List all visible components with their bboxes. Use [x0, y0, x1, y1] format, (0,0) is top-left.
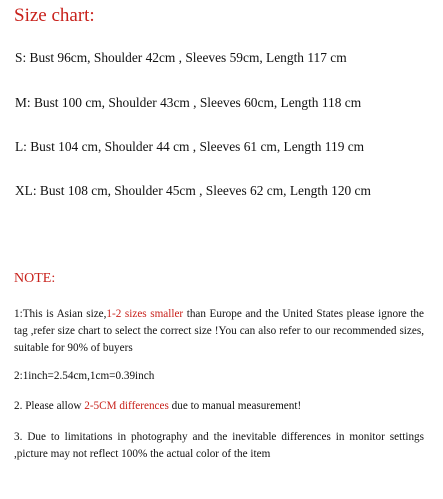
size-chart-title: Size chart:	[14, 5, 95, 26]
note-differences-pre: 2. Please allow	[14, 400, 85, 412]
note-differences-post: due to manual measurement!	[168, 400, 302, 412]
note-asian-size-pre: 1:This is Asian size,	[14, 308, 107, 320]
note-conversion: 2:1inch=2.54cm,1cm=0.39inch	[14, 370, 155, 382]
note-title: NOTE:	[14, 271, 56, 286]
note-asian-size-post: than Europe and the United States please ignore the tag ,refer size chart to select the correct size !You can also refer to our recommended sizes, suitable for 90% of buyers	[14, 308, 424, 354]
size-row-s: S: Bust 96cm, Shoulder 42cm , Sleeves 59cm, Length 117 cm	[15, 50, 347, 65]
size-row-xl: XL: Bust 108 cm, Shoulder 45cm , Sleeves 62 cm, Length 120 cm	[15, 183, 371, 198]
size-row-l: L: Bust 104 cm, Shoulder 44 cm , Sleeves 61 cm, Length 119 cm	[15, 139, 365, 154]
note-differences	[14, 398, 424, 415]
note-sizes-smaller: 1-2 sizes smaller	[106, 308, 184, 320]
note-differences-range: 2-5CM differences	[84, 400, 169, 412]
note-photography: 3. Due to limitations in photography and the inevitable differences in monitor settings ,picture may not reflect 100% the actual color of the item	[14, 431, 424, 460]
size-row-m: M: Bust 100 cm, Shoulder 43cm , Sleeves 60cm, Length 118 cm	[15, 95, 362, 110]
note-asian-size	[14, 306, 424, 357]
